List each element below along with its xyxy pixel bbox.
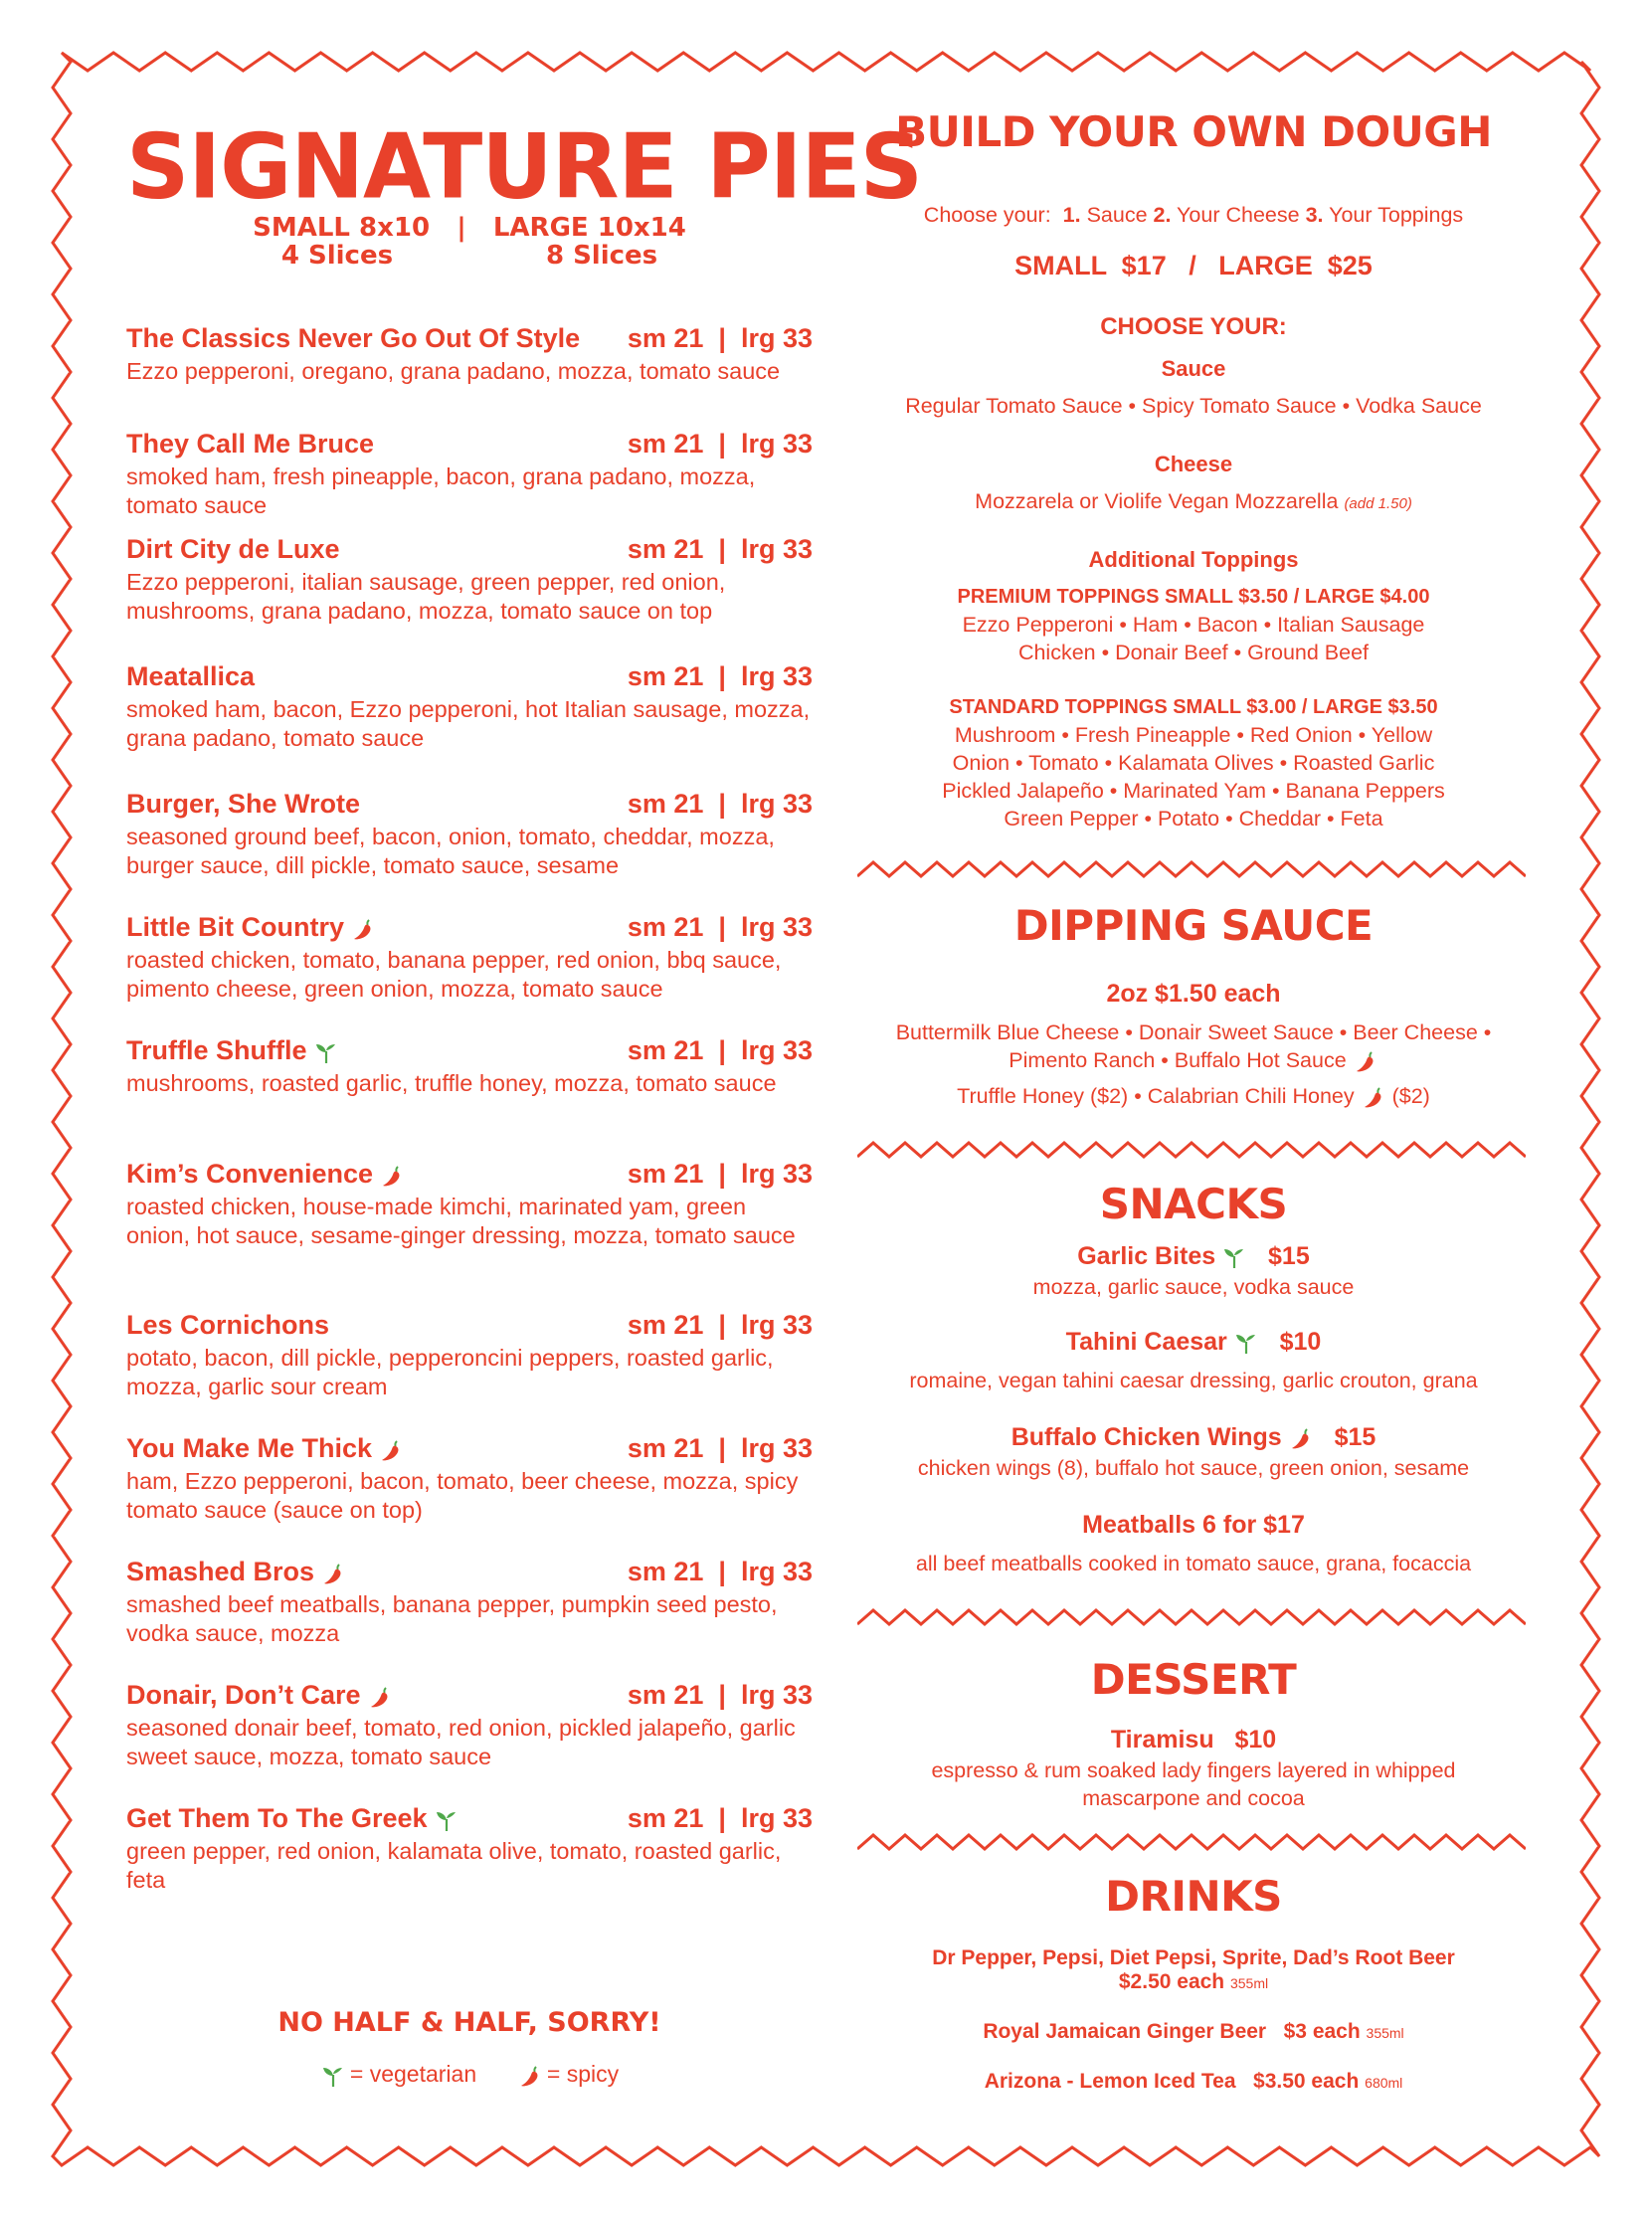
- pie-item: [126, 909, 813, 1004]
- pie-description: Ezzo pepperoni, oregano, grana padano, mozza, tomato sauce: [126, 358, 781, 384]
- pie-item: [126, 531, 813, 626]
- pie-item: [126, 1032, 813, 1098]
- premium-toppings-1: Ezzo Pepperoni • Ham • Bacon • Italian Sausage: [962, 613, 1425, 637]
- dipping-line-2: Pimento Ranch • Buffalo Hot Sauce: [855, 1046, 1532, 1074]
- drink-2: Royal Jamaican Ginger Beer $3 each 355ml: [983, 2020, 1404, 2043]
- build-prices: SMALL $17 / LARGE $25: [1014, 251, 1373, 280]
- pie-name: Little Bit Country: [126, 909, 376, 945]
- pepper-icon: [517, 2063, 543, 2089]
- sauce-list: Regular Tomato Sauce • Spicy Tomato Sauce • Vodka Sauce: [905, 394, 1482, 418]
- pie-description: ham, Ezzo pepperoni, bacon, tomato, beer cheese, mozza, spicy tomato sauce (sauce on top): [126, 1468, 799, 1523]
- pie-price: sm 21 | lrg 33: [627, 1310, 813, 1340]
- signature-title: SIGNATURE PIES: [126, 113, 922, 220]
- pie-description: roasted chicken, tomato, banana pepper, red onion, bbq sauce, pimento cheese, green onion, mozza, tomato sauce: [126, 947, 782, 1002]
- pie-name: Get Them To The Greek: [126, 1800, 459, 1836]
- dipping-line-3: Truffle Honey ($2) • Calabrian Chili Honey ($2): [855, 1082, 1532, 1110]
- pepper-icon: [1288, 1425, 1314, 1451]
- pie-price: sm 21 | lrg 33: [627, 429, 813, 459]
- divider-zigzag: [857, 1605, 1526, 1629]
- pepper-icon: [367, 1684, 393, 1710]
- premium-toppings-2: Chicken • Donair Beef • Ground Beef: [1017, 641, 1370, 664]
- pie-name: You Make Me Thick: [126, 1430, 404, 1466]
- pie-name: Donair, Don’t Care: [126, 1677, 393, 1713]
- pie-description: smoked ham, bacon, Ezzo pepperoni, hot Italian sausage, mozza, grana padano, tomato sauce: [126, 696, 811, 751]
- pie-description: smoked ham, fresh pineapple, bacon, grana padano, mozza, tomato sauce: [126, 463, 756, 518]
- standard-toppings-1: Mushroom • Fresh Pineapple • Red Onion • Yellow: [954, 723, 1433, 747]
- cheese-list: Mozzarela or Violife Vegan Mozzarella (add 1.50): [975, 489, 1412, 513]
- drinks-title: DRINKS: [1105, 1872, 1282, 1921]
- snack-name: Tahini Caesar $10: [1065, 1328, 1322, 1356]
- pie-item: [126, 1430, 813, 1525]
- pie-description: green pepper, red onion, kalamata olive, tomato, roasted garlic, feta: [126, 1838, 782, 1893]
- pie-price: sm 21 | lrg 33: [627, 1433, 813, 1463]
- icon-legend: [126, 2057, 813, 2091]
- drink-1-price: $2.50 each 355ml: [1118, 1970, 1269, 1993]
- pie-item: [126, 426, 813, 520]
- large-price: LARGE $25: [1218, 251, 1373, 280]
- pie-item: [126, 320, 813, 386]
- snack-price: $10: [1279, 1328, 1322, 1356]
- pie-name: Truffle Shuffle: [126, 1032, 339, 1068]
- pie-name: The Classics Never Go Out Of Style: [126, 323, 581, 353]
- snack-description: all beef meatballs cooked in tomato sauce, grana, focaccia: [915, 1552, 1472, 1575]
- sauce-heading: Sauce: [1161, 356, 1226, 381]
- pie-item: [126, 786, 813, 880]
- pie-name: Les Cornichons: [126, 1310, 330, 1340]
- premium-toppings-heading: PREMIUM TOPPINGS SMALL $3.50 / LARGE $4.00: [957, 586, 1430, 608]
- snack-description: chicken wings (8), buffalo hot sauce, green onion, sesame: [917, 1456, 1470, 1480]
- pie-price: sm 21 | lrg 33: [627, 1035, 813, 1065]
- sprout-icon: [1233, 1330, 1259, 1356]
- pie-price: sm 21 | lrg 33: [627, 1159, 813, 1189]
- cheese-heading: Cheese: [1154, 452, 1233, 476]
- dipping-line-1: Buttermilk Blue Cheese • Donair Sweet Sauce • Beer Cheese •: [895, 1020, 1492, 1044]
- pie-price: sm 21 | lrg 33: [627, 323, 813, 353]
- pie-price: sm 21 | lrg 33: [627, 1557, 813, 1586]
- snack-name: Buffalo Chicken Wings $15: [1010, 1423, 1377, 1451]
- standard-toppings-2: Onion • Tomato • Kalamata Olives • Roasted Garlic: [952, 751, 1435, 775]
- sprout-icon: [434, 1807, 459, 1833]
- pepper-icon: [378, 1437, 404, 1463]
- snack-name: Garlic Bites $15: [1077, 1242, 1310, 1270]
- pie-name: Dirt City de Luxe: [126, 534, 340, 564]
- pie-description: smashed beef meatballs, banana pepper, pumpkin seed pesto, vodka sauce, mozza: [126, 1591, 778, 1646]
- pie-price: sm 21 | lrg 33: [627, 661, 813, 691]
- pie-item: [126, 1307, 813, 1401]
- build-title: BUILD YOUR OWN DOUGH: [895, 107, 1492, 156]
- pie-description: roasted chicken, house-made kimchi, marinated yam, green onion, hot sauce, sesame-ginger dressing, mozza, tomato sauce: [126, 1194, 796, 1248]
- pie-description: mushrooms, roasted garlic, truffle honey, mozza, tomato sauce: [126, 1070, 777, 1096]
- pie-item: [126, 658, 813, 753]
- snack-price: $15: [1268, 1242, 1310, 1270]
- pie-price: sm 21 | lrg 33: [627, 1803, 813, 1833]
- pie-item: [126, 1800, 813, 1895]
- dessert-desc-1: espresso & rum soaked lady fingers layered in whipped: [931, 1758, 1456, 1782]
- small-price: SMALL $17: [1014, 251, 1167, 280]
- snack-name: Meatballs 6 for $17: [1082, 1511, 1305, 1539]
- sprout-icon: [313, 1039, 339, 1065]
- no-half-notice: NO HALF & HALF, SORRY!: [277, 2007, 661, 2038]
- divider-zigzag: [857, 1830, 1526, 1854]
- standard-toppings-heading: STANDARD TOPPINGS SMALL $3.00 / LARGE $3.50: [949, 696, 1438, 718]
- drink-3: Arizona - Lemon Iced Tea $3.50 each 680ml: [984, 2070, 1403, 2093]
- pie-name: They Call Me Bruce: [126, 429, 375, 459]
- pepper-icon: [1353, 1048, 1378, 1074]
- pie-name: Burger, She Wrote: [126, 789, 361, 819]
- dessert-title: DESSERT: [1090, 1655, 1297, 1704]
- pie-price: sm 21 | lrg 33: [627, 912, 813, 942]
- pie-item: [126, 1554, 813, 1648]
- pepper-icon: [1361, 1084, 1386, 1110]
- pie-name: Smashed Bros: [126, 1554, 346, 1589]
- pie-item: [126, 1156, 813, 1250]
- pepper-icon: [320, 1561, 346, 1586]
- pie-price: sm 21 | lrg 33: [627, 534, 813, 564]
- pie-price: sm 21 | lrg 33: [627, 789, 813, 819]
- divider-zigzag: [857, 857, 1526, 881]
- pie-name: Meatallica: [126, 661, 256, 691]
- drink-1: Dr Pepper, Pepsi, Diet Pepsi, Sprite, Dad’s Root Beer: [932, 1946, 1455, 1969]
- dipping-price: 2oz $1.50 each: [1106, 980, 1281, 1008]
- toppings-heading: Additional Toppings: [1088, 547, 1299, 572]
- divider-zigzag: [857, 1138, 1526, 1162]
- pie-description: potato, bacon, dill pickle, pepperoncini peppers, roasted garlic, mozza, garlic sour cream: [126, 1345, 774, 1399]
- size-line-2: 4 Slices 8 Slices: [280, 241, 658, 271]
- signature-section: [126, 113, 922, 271]
- dipping-title: DIPPING SAUCE: [1013, 901, 1374, 950]
- snack-description: mozza, garlic sauce, vodka sauce: [1032, 1275, 1355, 1299]
- size-line-1: SMALL 8x10 | LARGE 10x14: [253, 213, 686, 243]
- pepper-icon: [350, 916, 376, 942]
- pie-name: Kim’s Convenience: [126, 1156, 405, 1192]
- pie-description: Ezzo pepperoni, italian sausage, green pepper, red onion, mushrooms, grana padano, mozza, tomato sauce on top: [126, 569, 726, 624]
- pie-description: seasoned donair beef, tomato, red onion, pickled jalapeño, garlic sweet sauce, mozza, tomato sauce: [126, 1715, 796, 1769]
- choose-heading: CHOOSE YOUR:: [1100, 313, 1287, 340]
- dessert-desc-2: mascarpone and cocoa: [1082, 1786, 1305, 1810]
- pie-price: sm 21 | lrg 33: [627, 1680, 813, 1710]
- standard-toppings-3: Pickled Jalapeño • Marinated Yam • Banana Peppers: [942, 779, 1445, 803]
- snack-price: $15: [1334, 1423, 1377, 1451]
- pie-description: seasoned ground beef, bacon, onion, tomato, cheddar, mozza, burger sauce, dill pickle, tomato sauce, sesame: [126, 824, 775, 878]
- legend-veg-label: = vegetarian: [349, 2061, 477, 2087]
- dessert-item: Tiramisu $10: [1110, 1726, 1277, 1754]
- snack-description: romaine, vegan tahini caesar dressing, garlic crouton, grana: [909, 1369, 1478, 1392]
- sprout-icon: [320, 2063, 346, 2089]
- standard-toppings-4: Green Pepper • Potato • Cheddar • Feta: [1004, 807, 1383, 831]
- legend-spicy-label: = spicy: [546, 2061, 620, 2087]
- pepper-icon: [379, 1163, 405, 1189]
- snacks-title: SNACKS: [1099, 1180, 1288, 1228]
- pie-item: [126, 1677, 813, 1771]
- choose-steps: Choose your: 1. Sauce 2. Your Cheese 3. Your Toppings: [923, 203, 1464, 227]
- sprout-icon: [1221, 1244, 1247, 1270]
